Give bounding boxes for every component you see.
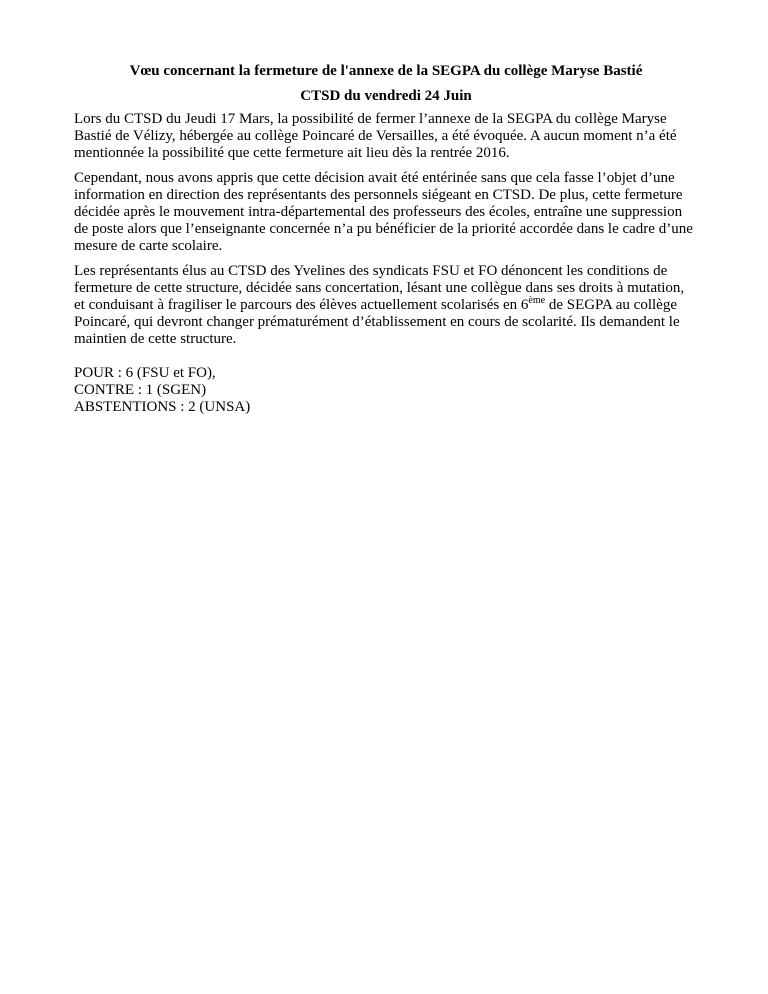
vote-contre: CONTRE : 1 (SGEN) (74, 382, 207, 398)
paragraph-1: Lors du CTSD du Jeudi 17 Mars, la possibilité de fermer l’annexe de la SEGPA du collège Maryse Bastié de Vélizy, hébergée au collège Poincaré de Versailles, a été évoquée. A aucun moment n’a été mentionnée la possibilité que cette fermeture ait lieu dès la rentrée 2016. (74, 111, 677, 161)
vote-abstentions: ABSTENTIONS : 2 (UNSA) (74, 399, 251, 415)
document-subtitle: CTSD du vendredi 24 Juin (300, 88, 472, 104)
paragraph-2: Cependant, nous avons appris que cette décision avait été entérinée sans que cela fasse l’objet d’une information en direction des représentants des personnels siégeant en CTSD. De plus, cette fermeture décidée après le mouvement intra-départemental des professeurs des écoles, entraîne une suppression de poste alors que l’enseignante concernée n’a pu bénéficier de la priorité accordée dans le cadre d’une mesure de carte scolaire. (74, 170, 693, 254)
paragraph-3-text-before: Les représentants élus au CTSD des Yvelines des syndicats FSU et FO dénoncent les conditions de fermeture de cette structure, décidée sans concertation, lésant une collègue dans ses droits à mutation, et conduisant à fragiliser le parcours des élèves actuellement scolarisés en 6 (74, 263, 685, 313)
vote-results (74, 365, 698, 416)
paragraph-3 (74, 263, 698, 348)
paragraph-3-text-after: de SEGPA au collège Poincaré, qui devront changer prématurément d’établissement en cours de scolarité. Ils demandent le maintien de cette structure. (74, 297, 680, 347)
vote-pour: POUR : 6 (FSU et FO), (74, 365, 216, 381)
document-title: Vœu concernant la fermeture de l'annexe de la SEGPA du collège Maryse Bastié (129, 63, 643, 79)
document-page (74, 62, 698, 416)
paragraph-3-superscript: ème (528, 295, 546, 306)
